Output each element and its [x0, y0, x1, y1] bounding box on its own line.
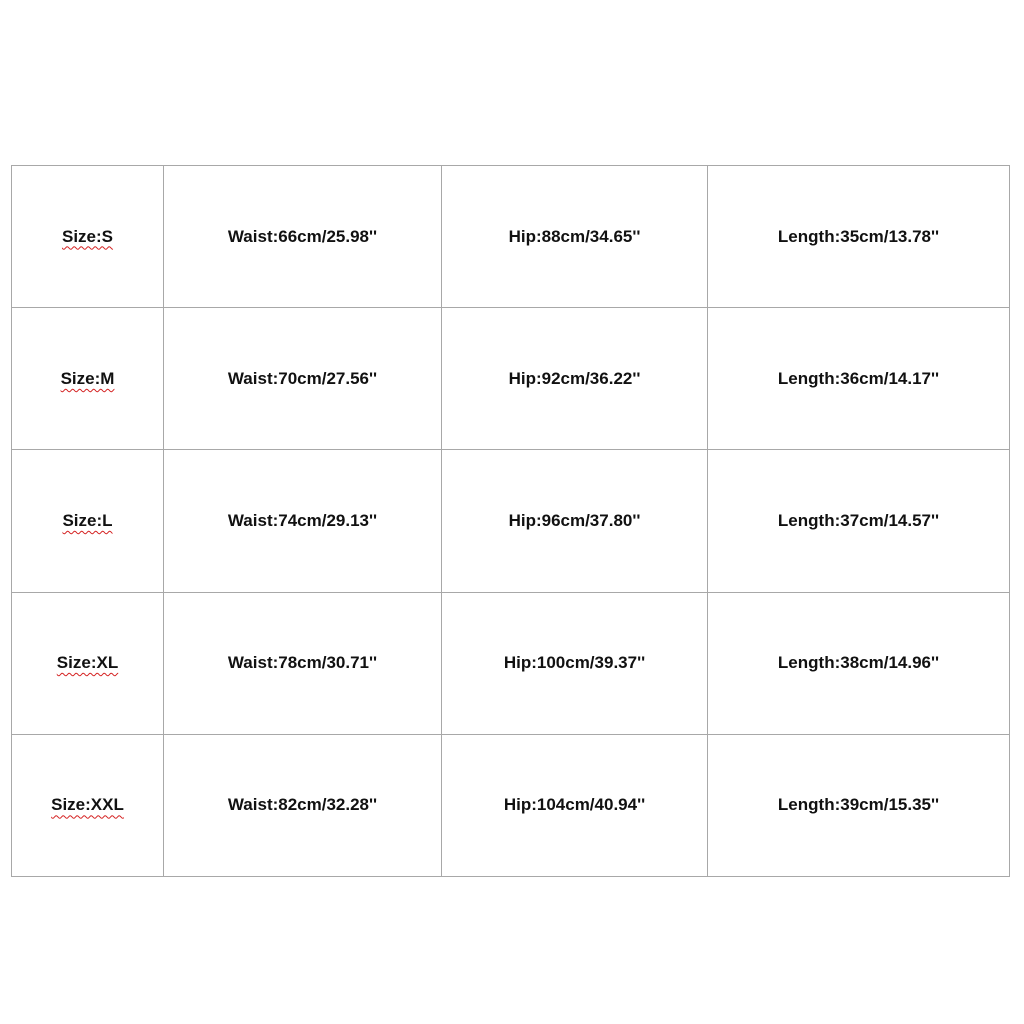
hip-cell: Hip:104cm/40.94'': [442, 734, 708, 876]
table-row: [12, 734, 1010, 876]
waist-cell: Waist:78cm/30.71'': [164, 592, 442, 734]
waist-cell: Waist:66cm/25.98'': [164, 166, 442, 308]
length-cell: Length:37cm/14.57'': [708, 450, 1010, 592]
length-cell: Length:35cm/13.78'': [708, 166, 1010, 308]
table-row: [12, 450, 1010, 592]
length-cell: Length:39cm/15.35'': [708, 734, 1010, 876]
size-cell: [12, 450, 164, 592]
waist-cell: Waist:82cm/32.28'': [164, 734, 442, 876]
size-label: Size:M: [60, 368, 115, 388]
size-cell: [12, 166, 164, 308]
hip-cell: Hip:100cm/39.37'': [442, 592, 708, 734]
size-label: Size:S: [61, 226, 114, 246]
hip-cell: Hip:88cm/34.65'': [442, 166, 708, 308]
waist-cell: Waist:74cm/29.13'': [164, 450, 442, 592]
size-chart-table: [11, 165, 1010, 877]
table-row: [12, 308, 1010, 450]
length-cell: Length:36cm/14.17'': [708, 308, 1010, 450]
size-label: Size:L: [62, 510, 113, 530]
size-cell: [12, 592, 164, 734]
waist-cell: Waist:70cm/27.56'': [164, 308, 442, 450]
size-label: Size:XXL: [51, 795, 124, 815]
hip-cell: Hip:96cm/37.80'': [442, 450, 708, 592]
size-cell: [12, 734, 164, 876]
hip-cell: Hip:92cm/36.22'': [442, 308, 708, 450]
size-cell: [12, 308, 164, 450]
length-cell: Length:38cm/14.96'': [708, 592, 1010, 734]
table-row: [12, 166, 1010, 308]
size-label: Size:XL: [56, 653, 119, 673]
table-row: [12, 592, 1010, 734]
